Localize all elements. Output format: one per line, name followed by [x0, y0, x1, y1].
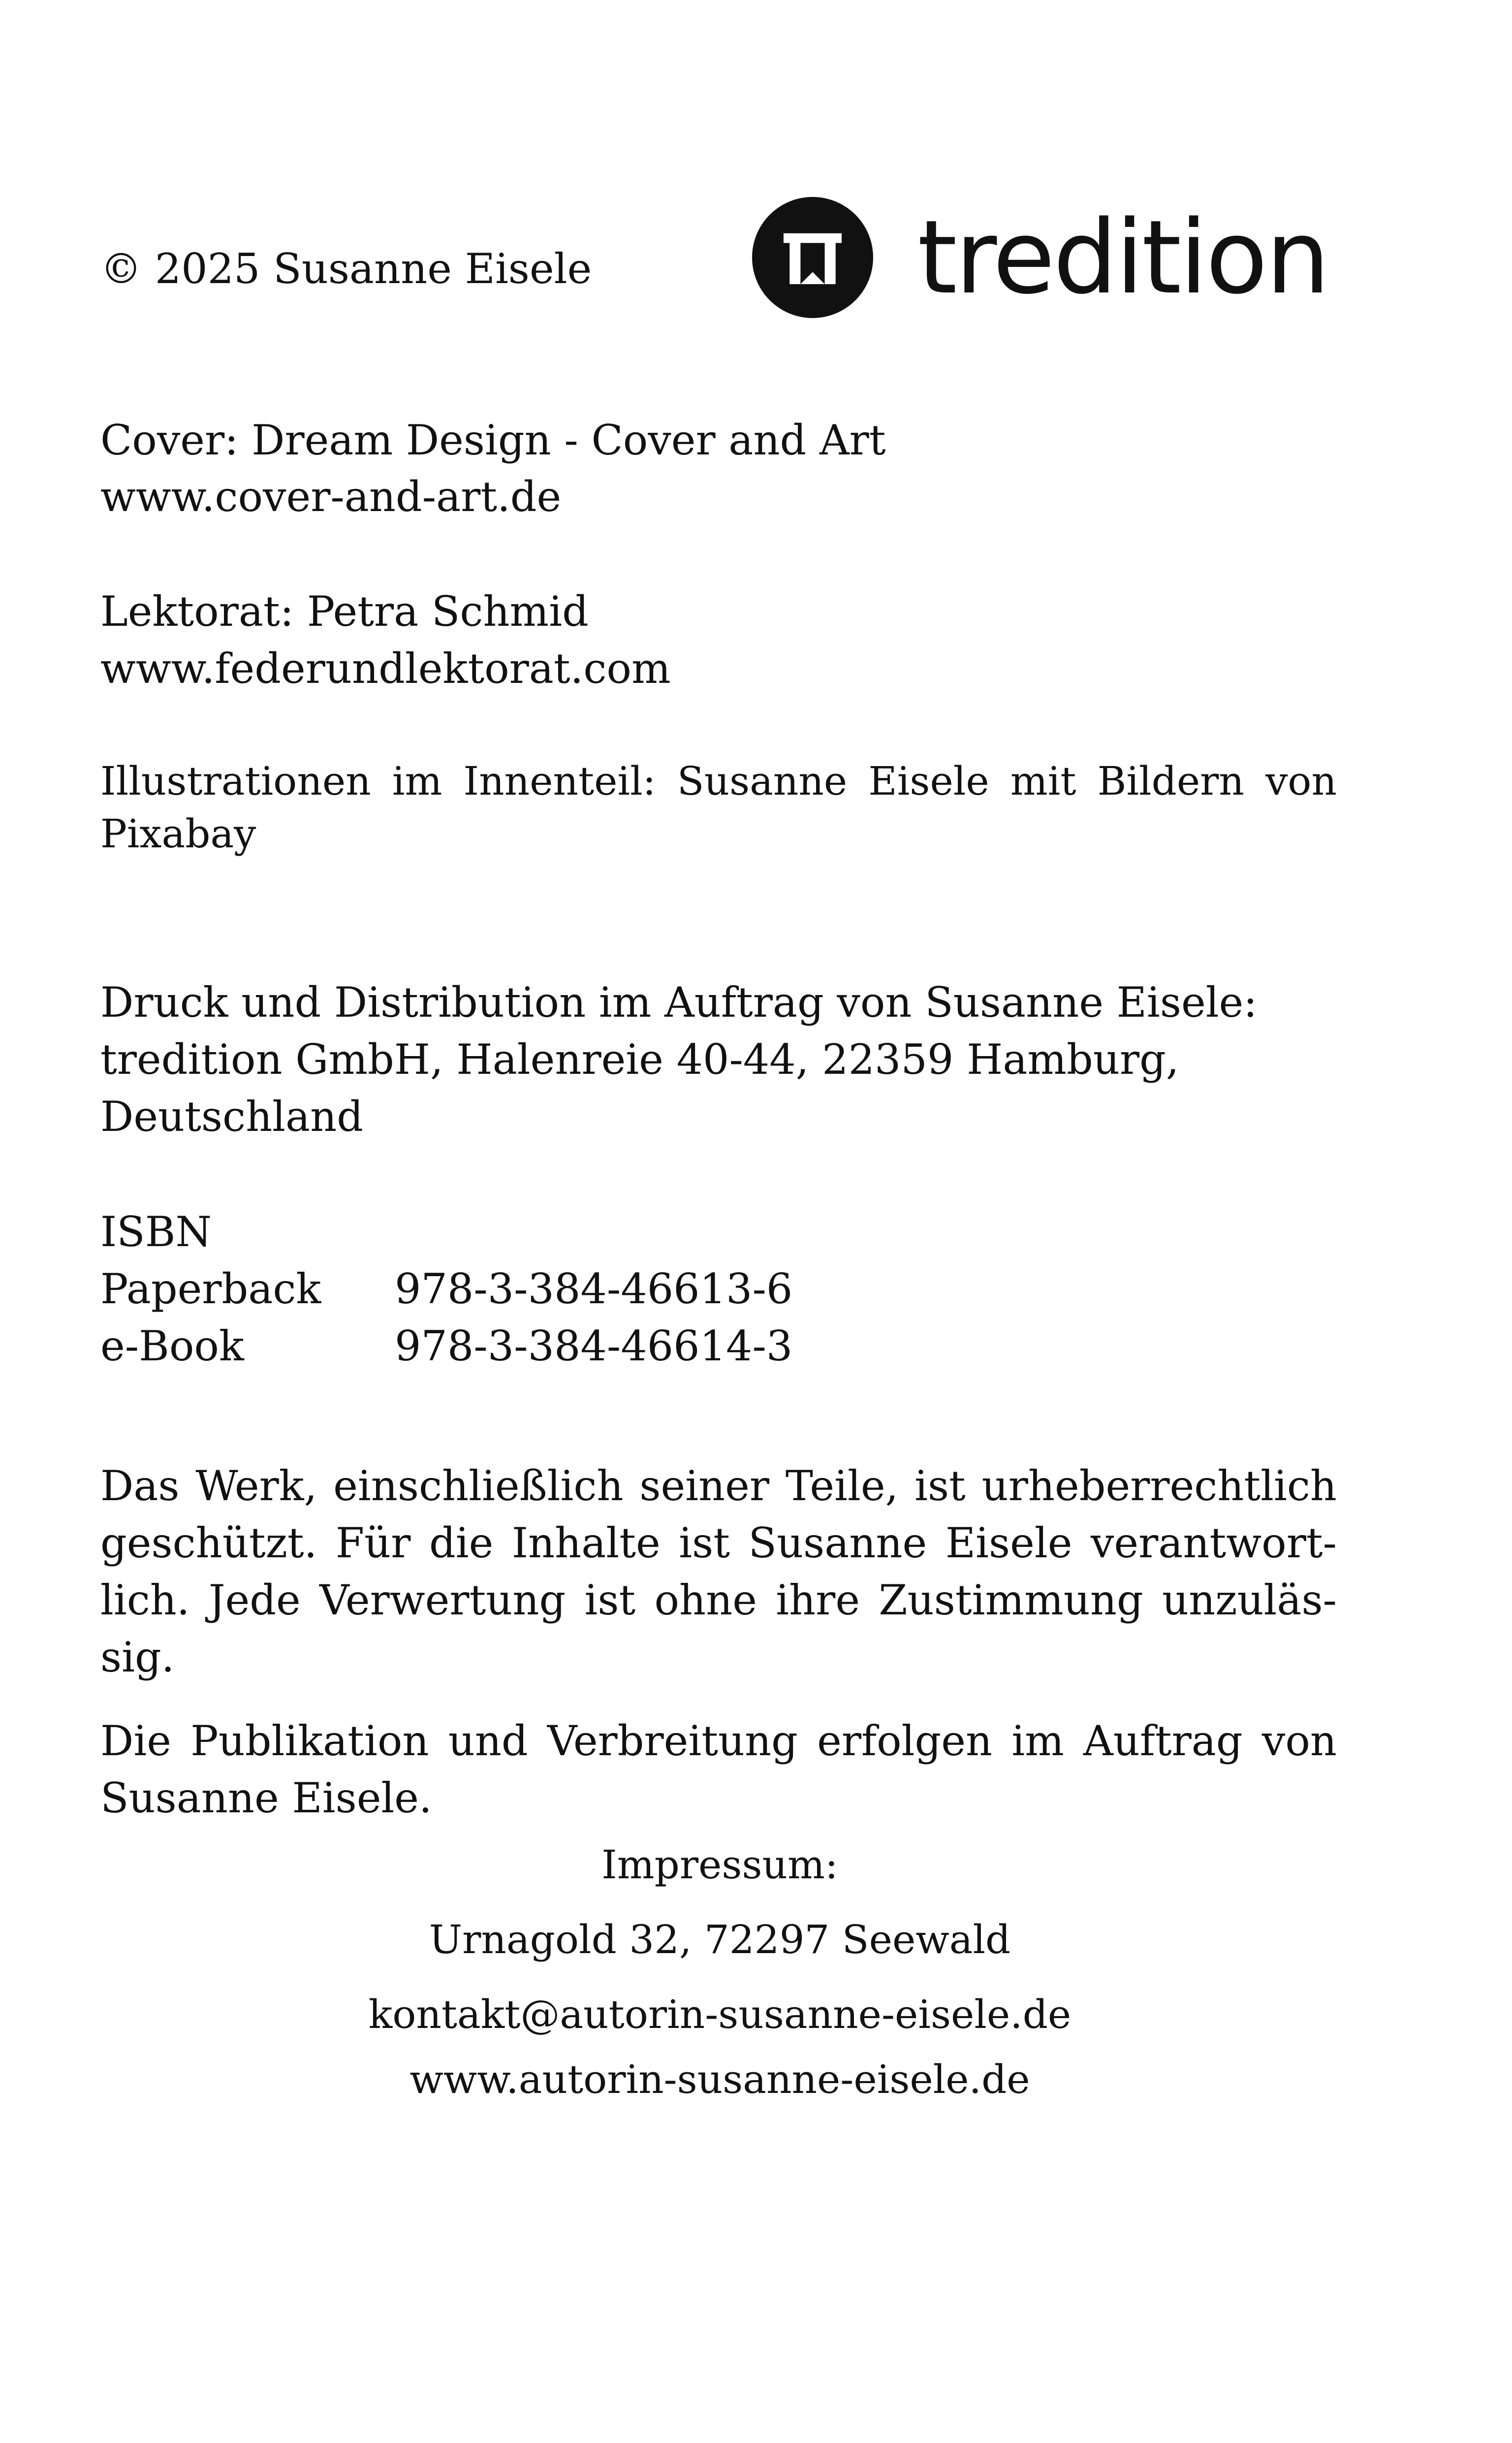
isbn-label-paperback: Paperback [100, 1265, 321, 1313]
lektorat-url: www.federundlektorat.com [100, 644, 671, 693]
cover-url: www.cover-and-art.de [100, 473, 562, 521]
publication-line-2: Susanne Eisele. [100, 1774, 432, 1822]
rights-line-4: sig. [100, 1633, 175, 1681]
print-line-3: Deutschland [100, 1093, 363, 1141]
impressum-website: www.autorin-susanne-eisele.de [410, 2057, 1030, 2102]
cover-credit: Cover: Dream Design - Cover and Art [100, 416, 886, 464]
impressum-email: kontakt@autorin-susanne-eisele.de [368, 1992, 1071, 2037]
illustrations-line-2: Pixabay [100, 811, 256, 857]
logo-wordmark: tredition [917, 198, 1328, 317]
isbn-number-ebook: 978-3-384-46614-3 [395, 1322, 793, 1370]
impressum-address: Urnagold 32, 72297 Seewald [429, 1917, 1011, 1962]
copyright-line: © 2025 Susanne Eisele [100, 245, 592, 293]
lektorat-credit: Lektorat: Petra Schmid [100, 587, 589, 636]
publisher-logo [752, 197, 1343, 325]
isbn-label-ebook: e-Book [100, 1322, 244, 1370]
tredition-logo-icon [752, 197, 873, 318]
isbn-number-paperback: 978-3-384-46613-6 [395, 1265, 793, 1313]
publication-line-1: Die Publikation und Verbreitung erfolgen im Auftrag von [100, 1717, 1337, 1765]
rights-line-1: Das Werk, einschließlich seiner Teile, ist urheberrechtlich [100, 1462, 1337, 1510]
print-line-2: tredition GmbH, Halenreie 40-44, 22359 Hamburg, [100, 1035, 1179, 1084]
impressum-heading: Impressum: [601, 1842, 838, 1888]
rights-line-3: lich. Jede Verwertung ist ohne ihre Zustimmung unzuläs- [100, 1576, 1337, 1624]
rights-line-2: geschützt. Für die Inhalte ist Susanne Eisele verantwort- [100, 1519, 1337, 1567]
print-line-1: Druck und Distribution im Auftrag von Susanne Eisele: [100, 978, 1258, 1027]
isbn-heading: ISBN [100, 1208, 212, 1256]
illustrations-line-1: Illustrationen im Innenteil: Susanne Eisele mit Bildern von [100, 758, 1337, 804]
